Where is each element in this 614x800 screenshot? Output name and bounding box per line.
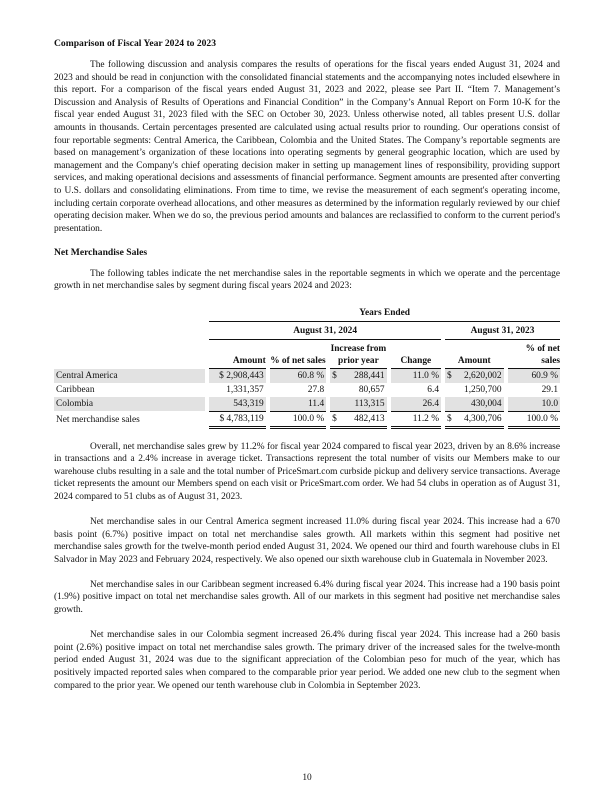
change-cell: 6.4	[427, 384, 440, 395]
amount-2023-cell: 1,250,700	[464, 384, 502, 395]
pct-2023-cell: 100.0 %	[508, 411, 561, 429]
change-cell: 26.4	[391, 397, 441, 411]
amount-2023-cell: $ 2,620,002	[447, 370, 502, 381]
col-header-amount-2023: Amount	[445, 340, 503, 369]
amount-2023-cell: 430,004	[445, 397, 503, 411]
col-header-increase: Increase from prior year	[330, 340, 386, 369]
row-label: Central America	[54, 369, 205, 383]
pct-2024-cell: 100.0 %	[270, 411, 326, 429]
increase-cell: 113,315	[330, 397, 386, 411]
row-label: Colombia	[54, 397, 205, 411]
overall-paragraph: Overall, net merchandise sales grew by 11.2% for fiscal year 2024 compared to fiscal year 2023, driven by an 8.6% increase in transactions and a 2.4% increase in average ticket. Transactions represent the total number of visits our Members make to our warehouse clubs resulting in a sale and the total number of PriceSmart.com curbside pickup and delivery service transactions. Average ticket represents the amount our Members spend on each visit or PriceSmart.com order. We had 54 clubs in operation as of August 31, 2024 compared to 51 clubs as of August 31, 2023.	[54, 441, 560, 502]
col-header-change: Change	[391, 340, 441, 369]
table-row	[54, 411, 560, 429]
change-cell: 11.2 %	[391, 411, 441, 429]
amount-2024-cell: 543,319	[209, 397, 265, 411]
pct-2024-cell: 27.8	[307, 384, 325, 395]
row-label: Net merchandise sales	[56, 414, 140, 425]
central-america-paragraph: Net merchandise sales in our Central America segment increased 11.0% during fiscal year 2024. This increase had a 670 basis point (6.7%) positive impact on total net merchandise sales growth. All markets within this segment had positive net merchandise sales growth for the twelve-month period ended August 31, 2024. We opened our third and fourth warehouse clubs in El Salvador in May 2023 and February 2024, respectively. We also opened our sixth warehouse club in Guatemala in November 2023.	[54, 516, 560, 565]
amount-2023-cell: $ 4,300,706	[445, 411, 503, 429]
net-merchandise-sales-title: Net Merchandise Sales	[54, 246, 148, 258]
table-row	[54, 397, 560, 411]
amount-2024-cell: $ 4,783,119	[209, 411, 265, 429]
table-row	[54, 383, 560, 397]
change-cell: 11.0 %	[391, 369, 441, 383]
pct-2024-cell: 11.4	[270, 397, 326, 411]
row-label: Caribbean	[56, 384, 95, 395]
increase-cell: $ 482,413	[330, 411, 386, 429]
section-title: Comparison of Fiscal Year 2024 to 2023	[54, 38, 217, 49]
years-ended-header: Years Ended	[209, 306, 560, 322]
pct-2024-cell: 60.8 %	[270, 369, 326, 383]
pct-2023-cell: 60.9 %	[508, 369, 561, 383]
intro-paragraph: The following discussion and analysis compares the results of operations for the fiscal years ended August 31, 2024 and 2023 and should be read in conjunction with the consolidated financial statements and the accompanying notes included elsewhere in this report. For a comparison of the fiscal years ended August 31, 2023 and 2022, please see Part II. “Item 7. Management’s Discussion and Analysis of Results of Operations and Financial Condition” in the Company’s Annual Report on Form 10-K for the fiscal year ended August 31, 2023 filed with the SEC on October 30, 2023. Unless otherwise noted, all tables present U.S. dollar amounts in thousands. Certain percentages presented are calculated using actual results prior to rounding. Our operations consist of four reportable segments: Central America, the Caribbean, Colombia and the United States. The Company’s reportable segments are based on management’s organization of these locations into operating segments by general geographic location, which are used by management and the Company's chief operating decision maker in setting up management lines of responsibility, providing support services, and making operational decisions and assessments of financial performance. Segment amounts are presented after converting to U.S. dollars and consolidating eliminations. From time to time, we revise the measurement of each segment's operating income, including certain corporate overhead allocations, and other measures as determined by the information regularly reviewed by our chief operating decision maker. When we do so, the previous period amounts and balances are reclassified to conform to the current period's presentation.	[54, 60, 560, 234]
nms-intro-paragraph: The following tables indicate the net merchandise sales in the reportable segments in which we operate and the percentage growth in net merchandise sales by segment during fiscal years 2024 and 2023:	[54, 268, 560, 292]
net-merchandise-sales-table	[50, 306, 564, 429]
pct-2023-cell: 10.0	[508, 397, 561, 411]
col-header-amount-2024: Amount	[209, 340, 265, 369]
col-header-pct-2024: % of net sales	[270, 340, 326, 369]
page-number: 10	[302, 773, 312, 783]
amount-2024-cell: 1,331,357	[226, 384, 264, 395]
amount-2024-cell: $ 2,908,443	[209, 369, 265, 383]
table-row	[54, 369, 560, 383]
document-page	[54, 38, 560, 705]
increase-cell: $ 288,441	[332, 370, 385, 381]
period-2023-header: August 31, 2023	[445, 322, 560, 340]
pct-2023-cell: 29.1	[541, 384, 558, 395]
increase-cell: 80,657	[358, 384, 385, 395]
period-2024-header: August 31, 2024	[209, 322, 441, 340]
colombia-paragraph: Net merchandise sales in our Colombia segment increased 26.4% during fiscal year 2024. This increase had a 260 basis point (2.6%) positive impact on total net merchandise sales growth. The primary driver of the increased sales for the twelve-month period ended August 31, 2024 was due to the significant appreciation of the Colombian peso for much of the year, which has positively impacted reported sales when compared to the comparable prior year period. We added one new club to the segment when compared to the prior year. We opened our tenth warehouse club in Colombia in September 2023.	[54, 630, 560, 691]
caribbean-paragraph: Net merchandise sales in our Caribbean segment increased 6.4% during fiscal year 2024. This increase had a 190 basis point (1.9%) positive impact on total net merchandise sales growth. All of our markets in this segment had positive net merchandise sales growth.	[54, 579, 560, 616]
col-header-pct-2023: % of net sales	[508, 340, 561, 369]
